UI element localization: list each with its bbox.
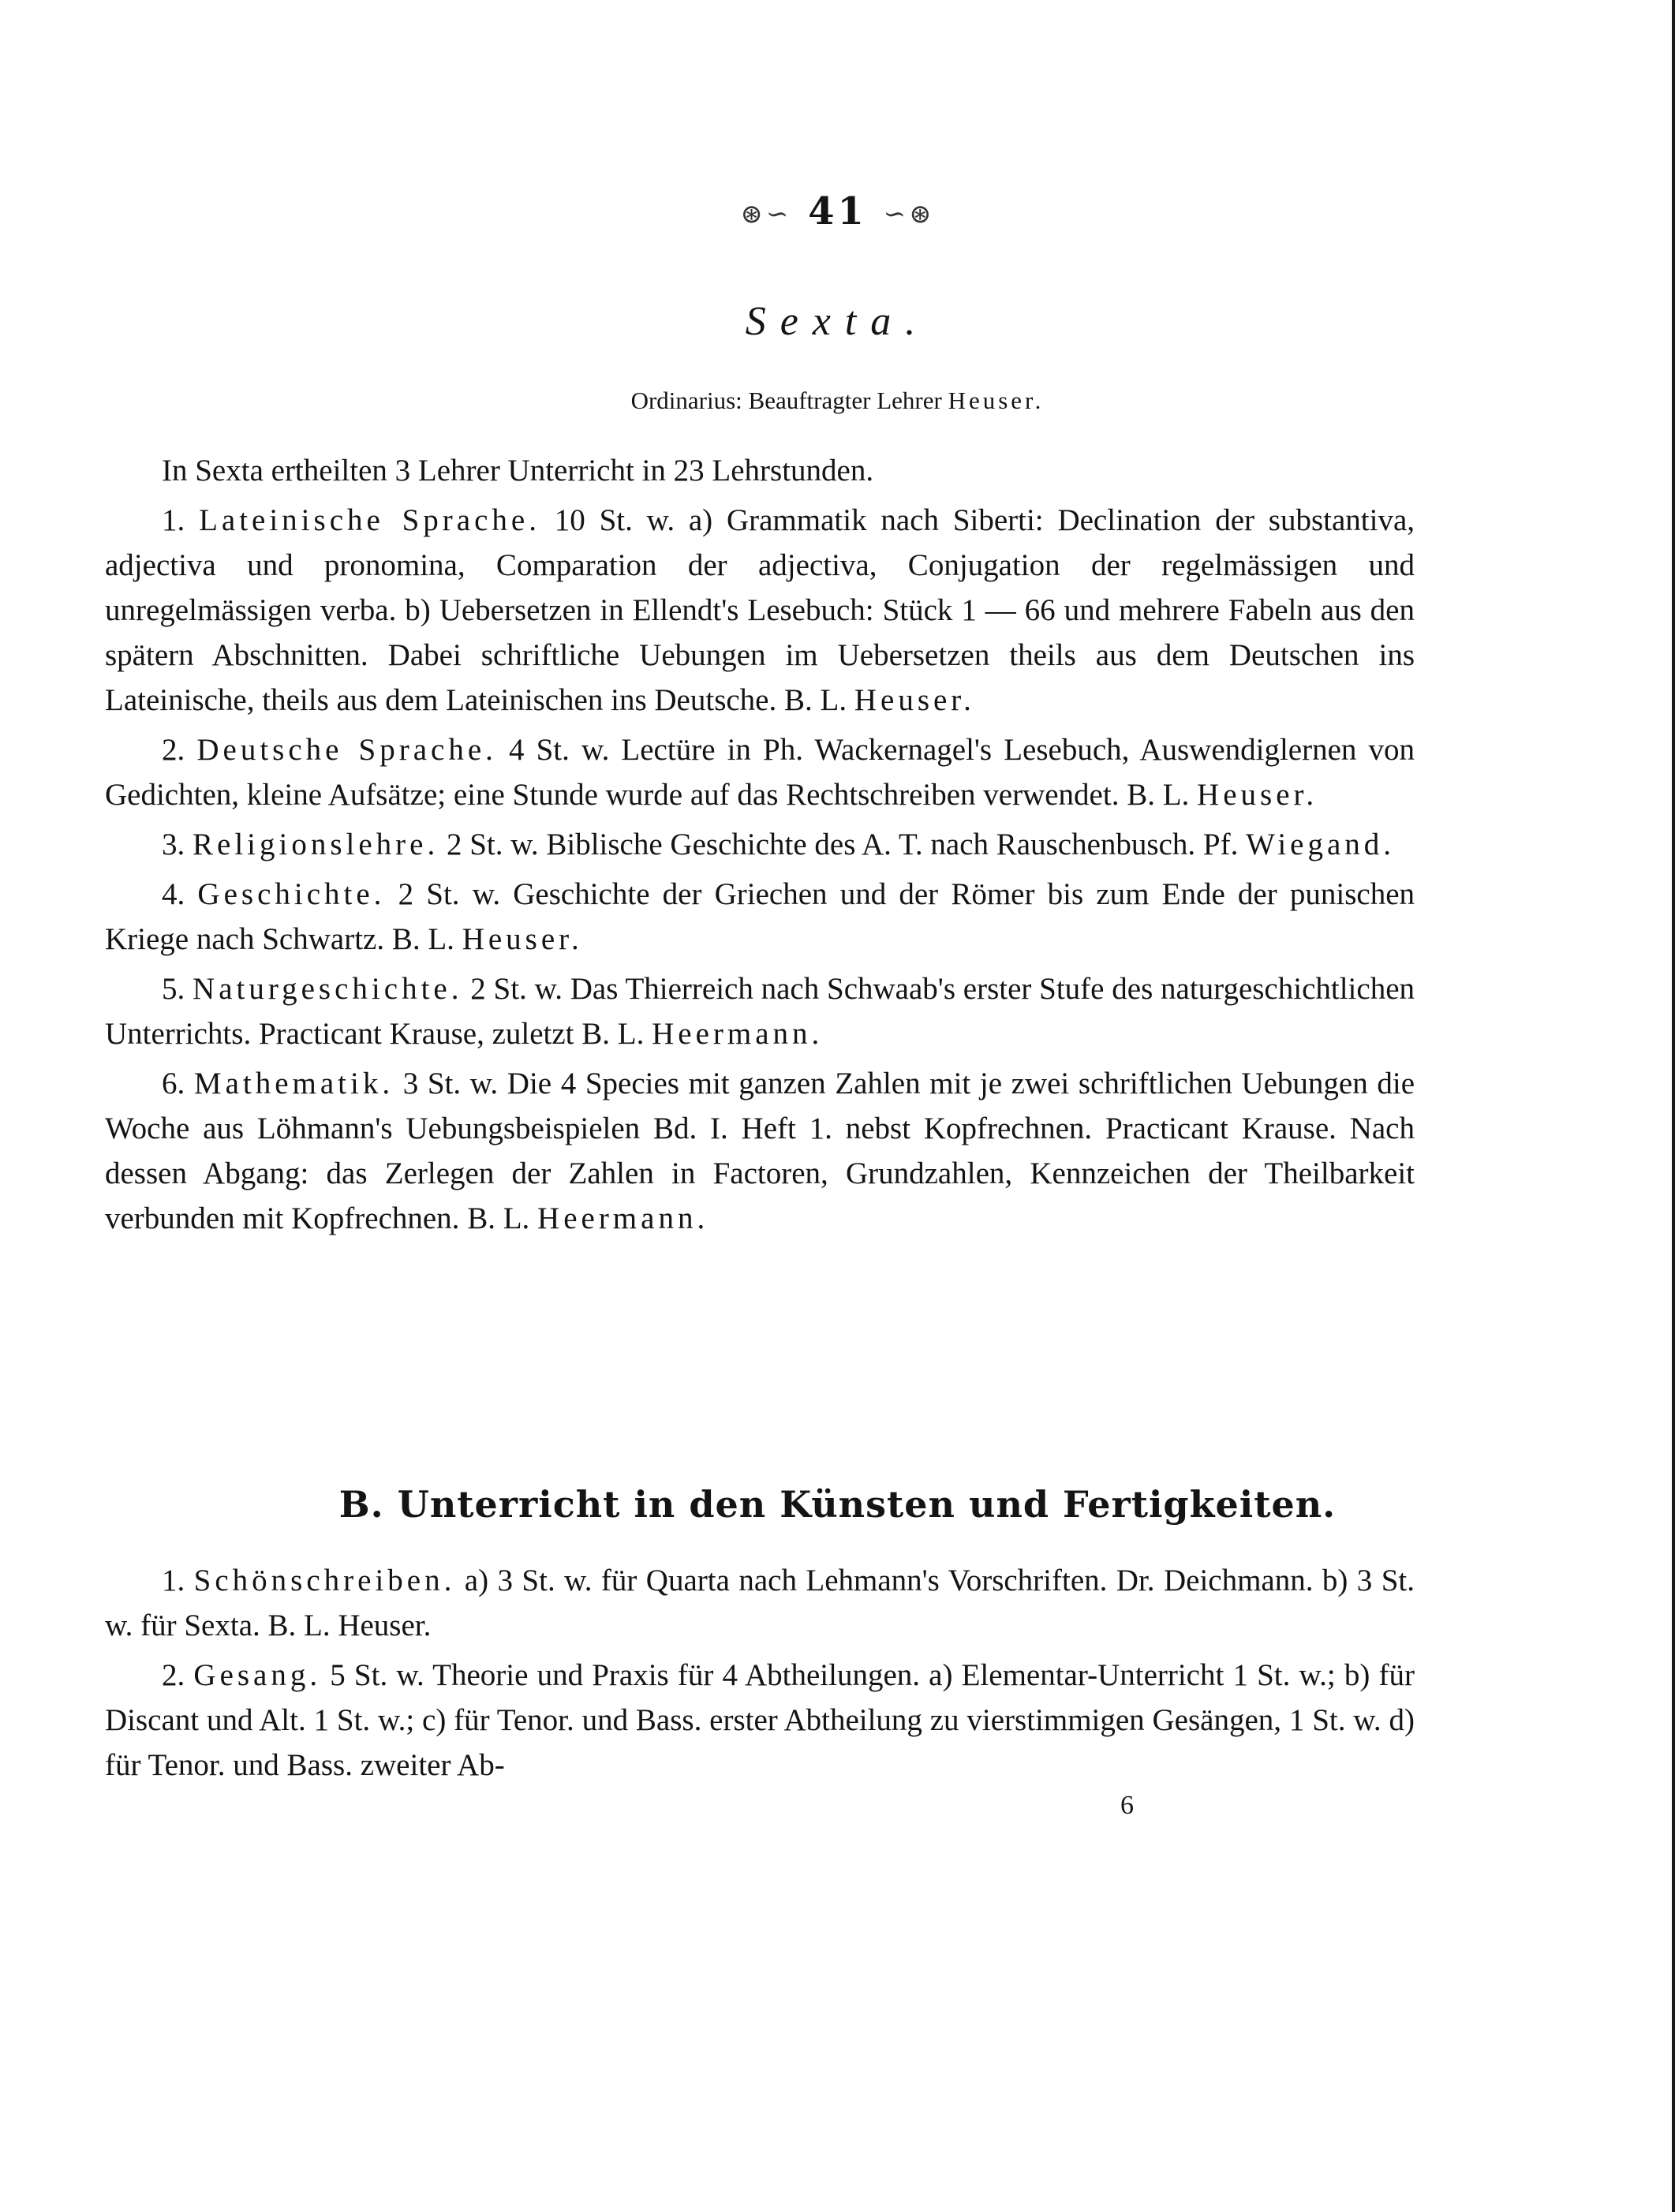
skill-number: 2.	[162, 1658, 185, 1692]
teacher-name: Heuser.	[462, 922, 583, 956]
subject-name: Geschichte.	[197, 877, 386, 911]
skill-text: 5 St. w. Theorie und Praxis für 4 Abtheilungen. a) Elementar-Unterricht 1 St. w.; b) für Discant und Alt. 1 St. w.; c) für Tenor. und Bass. erster Abtheilung zu vierstimmigen Gesängen, 1 St. w. d) für Tenor. und Bass. zweiter Ab-	[105, 1658, 1415, 1782]
ornament-right-icon: ∽⊛	[883, 198, 935, 230]
teacher-prefix: B. L.	[391, 922, 454, 956]
ordinarius-line	[0, 387, 1675, 415]
skill-name: Schönschreiben.	[193, 1564, 456, 1597]
skill-paragraph	[105, 1653, 1415, 1788]
subject-number: 3.	[162, 828, 185, 861]
skill-number: 1.	[162, 1564, 185, 1597]
ordinarius-name: Heuser.	[948, 387, 1045, 414]
skill-name: Gesang.	[193, 1658, 322, 1692]
subject-name: Mathematik.	[193, 1067, 394, 1100]
subject-number: 2.	[162, 733, 185, 767]
subject-paragraph	[105, 872, 1415, 962]
teacher-name: Heermann.	[537, 1201, 709, 1235]
subject-text: 2 St. w. Geschichte der Griechen und der Römer bis zum Ende der punischen Kriege nach Schwartz.	[105, 877, 1415, 956]
teacher-prefix: B. L.	[467, 1201, 530, 1235]
subject-text: 4 St. w. Lectüre in Ph. Wackernagel's Lesebuch, Auswendiglernen von Gedichten, kleine Aufsätze; eine Stunde wurde auf das Rechtschreiben verwendet.	[105, 733, 1415, 812]
subject-number: 1.	[162, 503, 185, 537]
section-title: Sexta.	[745, 299, 930, 344]
teacher-name: Heuser.	[1197, 778, 1318, 812]
teacher-name: Wiegand.	[1246, 828, 1396, 861]
ordinarius-label: Ordinarius: Beauftragter Lehrer	[630, 387, 942, 414]
skill-paragraph	[105, 1558, 1415, 1648]
section-a-body	[105, 448, 1415, 1246]
page-number: 41	[808, 189, 867, 234]
subject-paragraph	[105, 727, 1415, 817]
subject-number: 6.	[162, 1067, 185, 1100]
page-edge-divider	[1672, 0, 1675, 2212]
intro-paragraph: In Sexta ertheilten 3 Lehrer Unterricht in 23 Lehrstunden.	[162, 454, 874, 488]
subject-number: 5.	[162, 972, 185, 1006]
section-b-heading: B. Unterricht in den Künsten und Fertigkeiten.	[338, 1483, 1337, 1526]
subject-text: 3 St. w. Die 4 Species mit ganzen Zahlen mit je zwei schriftlichen Uebungen die Woche aus Löhmann's Uebungsbeispielen Bd. I. Heft 1. nebst Kopfrechnen. Practicant Krause. Nach dessen Abgang: das Zerlegen der Zahlen in Factoren, Grundzahlen, Kennzeichen der Theilbarkeit verbunden mit Kopfrechnen.	[105, 1067, 1415, 1235]
subject-name: Deutsche Sprache.	[196, 733, 497, 767]
subject-name: Religionslehre.	[193, 828, 439, 861]
section-b-body	[105, 1558, 1415, 1792]
skill-text: a) 3 St. w. für Quarta nach Lehmann's Vorschriften. Dr. Deichmann. b) 3 St. w. für Sexta. B. L. Heuser.	[105, 1564, 1415, 1642]
subject-paragraph	[105, 966, 1415, 1056]
signature-mark: 6	[1120, 1791, 1134, 1820]
subject-name: Naturgeschichte.	[193, 972, 463, 1006]
subject-text: 2 St. w. Biblische Geschichte des A. T. nach Rauschenbusch.	[446, 828, 1196, 861]
subject-paragraph	[105, 1061, 1415, 1241]
teacher-prefix: B. L.	[581, 1017, 645, 1051]
subject-text: 2 St. w. Das Thierreich nach Schwaab's erster Stufe des naturgeschichtlichen Unterrichts. Practicant Krause, zuletzt	[105, 972, 1415, 1051]
teacher-prefix: Pf.	[1202, 828, 1239, 861]
teacher-name: Heermann.	[652, 1017, 824, 1051]
subject-number: 4.	[162, 877, 185, 911]
teacher-prefix: B. L.	[784, 683, 847, 717]
subject-paragraph	[105, 822, 1415, 867]
ornament-left-icon: ⊛∽	[740, 198, 792, 230]
subject-name: Lateinische Sprache.	[199, 503, 540, 537]
teacher-name: Heuser.	[854, 683, 975, 717]
subject-paragraph	[105, 498, 1415, 723]
subject-text: 10 St. w. a) Grammatik nach Siberti: Declination der substantiva, adjectiva und pronomina, Comparation der adjectiva, Conjugation der regelmässigen und unregelmässigen verba. b) Uebersetzen in Ellendt's Lesebuch: Stück 1 — 66 und mehrere Fabeln aus den spätern Abschnitten. Dabei schriftliche Uebungen im Uebersetzen theils aus dem Deutschen ins Lateinische, theils aus dem Lateinischen ins Deutsche.	[105, 503, 1415, 717]
page-header	[0, 189, 1675, 234]
teacher-prefix: B. L.	[1127, 778, 1190, 812]
